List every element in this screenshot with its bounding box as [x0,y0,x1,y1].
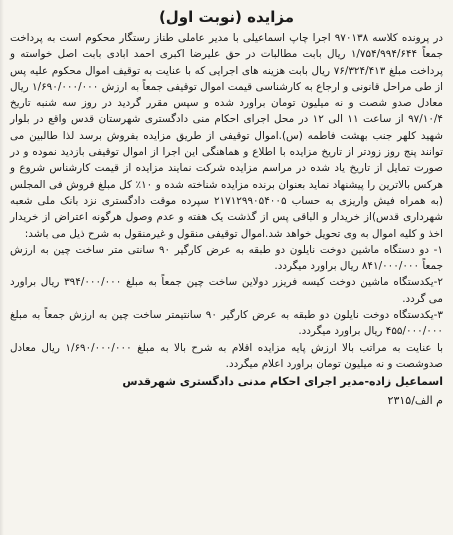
notice-item-1: ۱- دو دستگاه ماشین دوخت نایلون دو طبقه به عرض کارگیر ۹۰ سانتی متر ساخت چین به ارزش جمعاً ۸۴۱/۰۰۰/۰۰۰ ریال براورد میگردد. [10,243,443,273]
notice-body: در پرونده کلاسه ۹۷۰۱۳۸ اجرا چاپ اسماعیلی با مدیر عاملی طناز رستگار محکوم است به پرداخت جمعاً ۱/۷۵۴/۹۹۴/۶۴۴ ریال بابت مطالبات در حق علیرضا اکبری احمد ابادی بابت اصل خواسته و پرداخت مبلغ ۷۶/۳۲۴/۴۱۳ ریال بابت هزینه های اجرایی که با عنایت به توقیف اموال محکوم علیه پس از طی مراحل قانونی و ارجاع به کارشناسی قیمت اموال توقیفی جمعاً به ارزش ۱/۶۹۰/۰۰۰/۰۰۰ ریال معادل صدو شصت و نه میلیون تومان براورد شده و سپس مقرر گردید در روز سه شنبه تاریخ ۹۷/۱۰/۴ از ساعت ۱۱ الی ۱۲ در محل اجرای احکام منی دادگستری شهرستان قدس واقع در بلوار شهید کلهر جنب بهشت فاطمه (س).اموال توقیفی از طریق مزایده بفروش برسد لذا طالبین می توانند پنج روز زودتر از تاریخ مزایده با اطلاع و هماهنگی این اجرا از اموال توقیفی بازدید نموده و در صورت تمایل از تاریخ یاد شده در مراسم مزایده شرکت نمایند مزایده از قیمت کارشناس شروع و هرکس بالاترین را پیشنهاد نماید بعنوان برنده مزایده شناخته شده و ۱۰٪ کل مبلغ فروش فی المجلس (به همراه فیش واریزی به حساب ۲۱۷۱۲۹۹۰۵۴۰۰۵ سپرده موقت دادگستری نزد بانک ملی شعبه شهرداری قدس)از خریدار و الباقی پس از گذشت یک هفته و عدم وصول هرگونه اعتراض از خریدار اخذ و کلیه اموال به وی تحویل خواهد شد.اموال توقیفی منقول و غیرمنقول به شرح ذیل می باشد: [10,32,443,240]
notice-closing: با عنایت به مراتب بالا ارزش پایه مزایده اقلام به شرح بالا به مبلغ ۱/۶۹۰/۰۰۰/۰۰۰ ریال معادل صدوشصت و نه میلیون تومان براورد اعلام میگردد. [10,341,444,370]
notice-item-3: ۳-یکدستگاه دوخت نایلون دو طبقه به عرض کارگیر ۹۰ سانتیمتر ساخت چین به ارزش جمعاً به مبلغ ۴۵۵/۰۰۰/۰۰۰ ریال براورد میگردد. [10,309,443,338]
notice-reference: م الف/۲۳۱۵ [387,394,443,408]
notice-signature: اسماعیل زاده-مدیر اجرای احکام مدنی دادگستری شهرقدس [122,375,443,389]
page-shadow [0,0,4,535]
notice-title: مزایده (نوبت اول) [158,8,295,26]
notice-item-2: ۲-یکدستگاه ماشین دوخت کیسه فریزر دولاین ساخت چین جمعاً به مبلغ ۳۹۴/۰۰۰/۰۰۰ ریال براورد می گردد. [10,276,443,305]
